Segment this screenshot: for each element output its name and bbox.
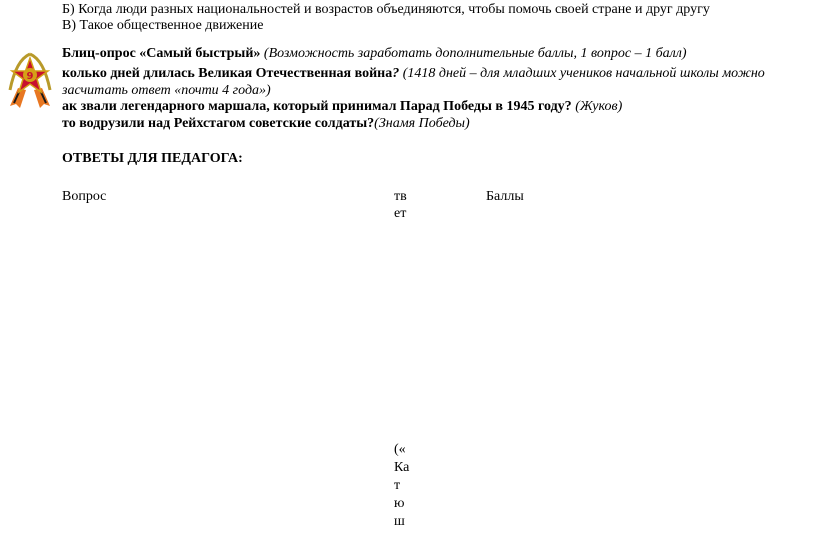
answers-heading: ОТВЕТЫ ДЛЯ ПЕДАГОГА:	[62, 151, 243, 166]
table-header-answer-line-2: ет	[394, 206, 407, 221]
quiz-question-1-text: колько дней длилась Великая Отечественная война	[62, 66, 393, 81]
table-header-question: Вопрос	[62, 189, 107, 204]
table-header-answer	[394, 188, 407, 222]
quiz-title-note: (Возможность заработать дополнительные баллы, 1 вопрос – 1 балл)	[263, 46, 687, 61]
quiz-question-1-answer: (1418 дней – для младших учеников начальной школы можно	[402, 66, 765, 81]
quiz-question-2-answer: (Жуков)	[575, 99, 623, 114]
quiz-question-3	[62, 116, 470, 132]
answer-fragment-line: т	[394, 478, 401, 493]
answer-fragment-line: ю	[394, 496, 405, 511]
quiz-question-1-mark: ?	[392, 66, 400, 81]
quiz-question-1	[62, 66, 765, 82]
answer-fragment-line: Ка	[394, 460, 410, 475]
quiz-question-3-text: то водрузили над Рейхстагом советские солдаты?	[62, 116, 375, 131]
option-b-text: Б) Когда люди разных национальностей и возрастов объединяются, чтобы помочь своей стране и друг другу	[62, 2, 710, 17]
answer-fragment-line: ш	[394, 514, 405, 529]
table-answer-fragment	[394, 441, 409, 531]
quiz-title: Блиц-опрос «Самый быстрый»	[62, 46, 261, 61]
svg-text:9: 9	[26, 71, 34, 82]
quiz-question-2	[62, 99, 622, 115]
option-v-text: В) Такое общественное движение	[62, 18, 264, 33]
answer-fragment-line: («	[394, 442, 406, 457]
table-header-answer-line-1: тв	[394, 189, 407, 204]
quiz-question-1-answer-cont: засчитать ответ «почти 4 года»)	[62, 83, 271, 98]
quiz-question-3-answer: (Знамя Победы)	[374, 116, 470, 131]
victory-order-icon	[4, 50, 56, 108]
quiz-title-line	[62, 46, 687, 62]
table-header-points: Баллы	[486, 189, 524, 204]
quiz-question-2-text: ак звали легендарного маршала, который принимал Парад Победы в 1945 году?	[62, 99, 572, 114]
